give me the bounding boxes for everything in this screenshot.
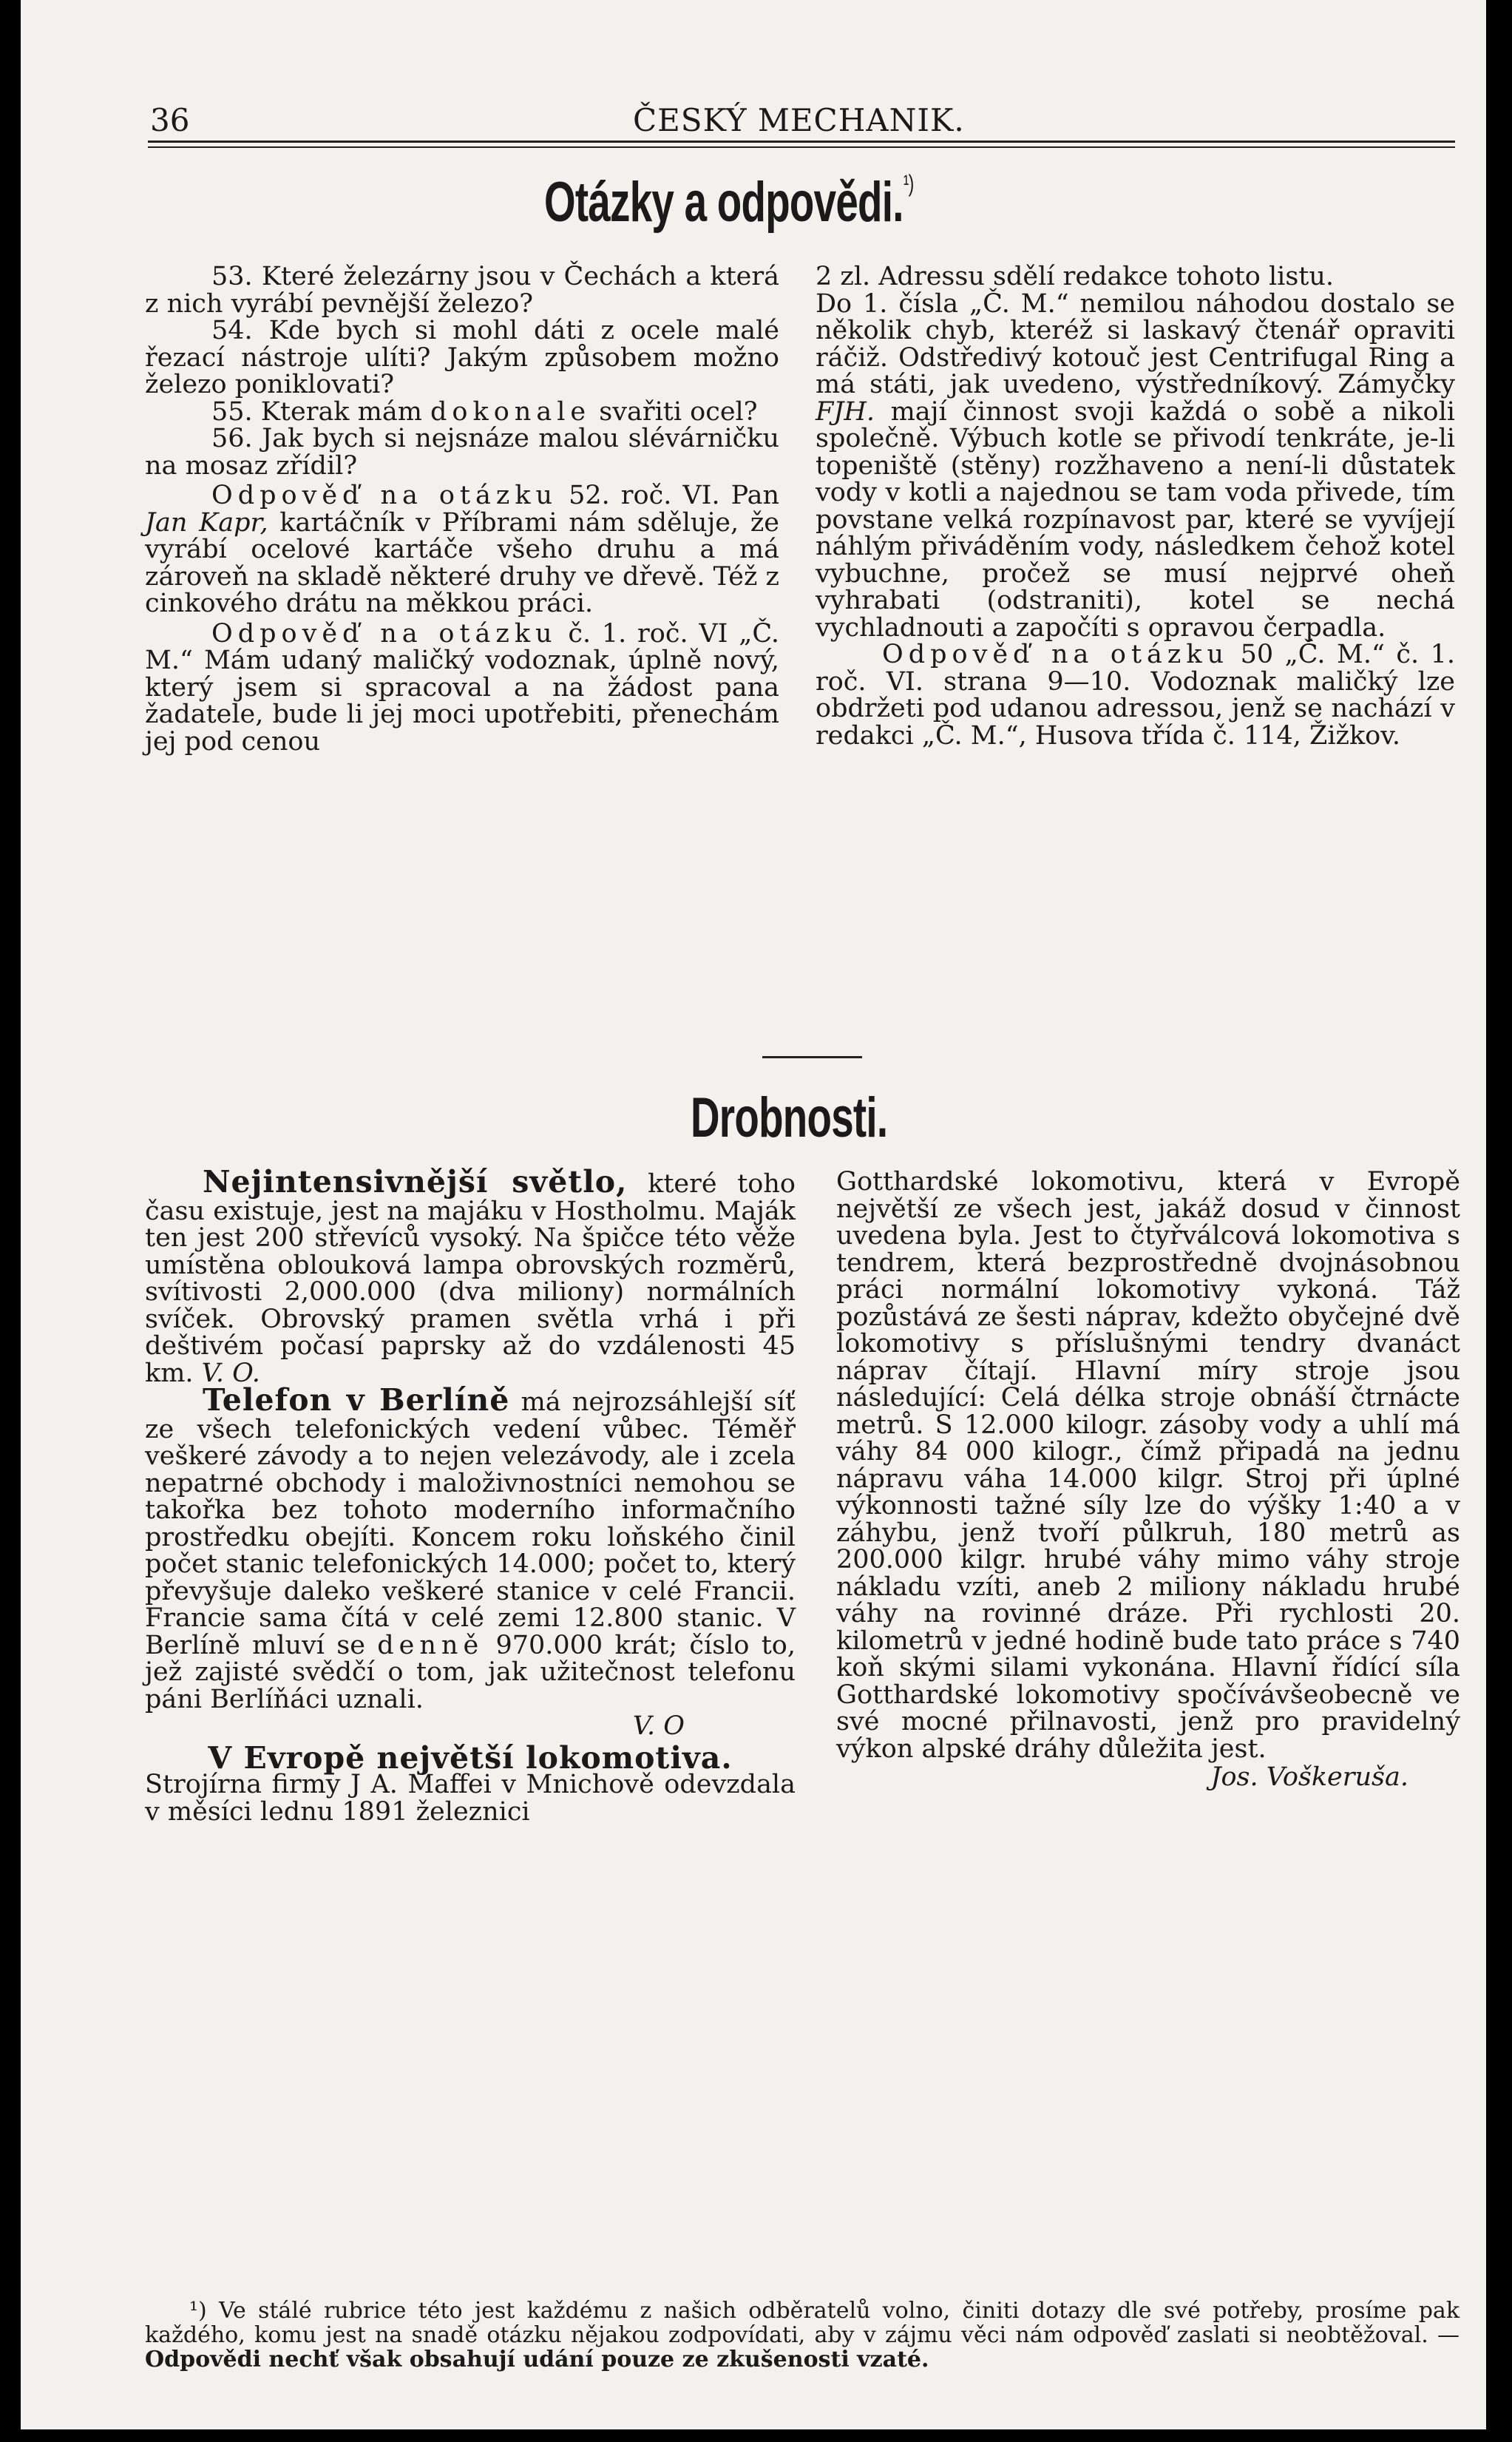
newspaper-page [21,0,1486,2429]
footnote-marker: ¹) [189,2298,207,2324]
header-rule [148,141,1455,143]
article-telephone: Telefon v Berlíně má nejrozsáhlejší síť ze všech telefonických vedení vůbec. Téměř veškeré závody a to nejen velezávody, ale i zcela nepatrné obchody i maloživnostníci nemohou se takořka bez tohoto moderního informačního prostředku obejíti. Koncem roku loňského činil počet stanic telefonických 14.000; počet to, který převyšuje daleko veškeré stanice v celé Francii. Francie sama čítá v celé zemi 12.800 stanic. V Berlíně mluví se denně 970.000 krát; číslo to, jež zajisté svědčí o tom, jak užitečnost telefonu páni Berlíňáci uznali. [145,1382,796,1714]
article-locomotive-continued: Gotthardské lokomotivu, která v Evropě největší ze všech jest, jakáž dosud v činnost uvedena byla. Jest to čtyřválcová lokomotiva s tendrem, která bezprostředně dvojnásobnou práci normální lokomotivy vykoná. Táž pozůstává ze šesti náprav, kdežto obyčejné dvě lokomotivy s příslušnými tendry dvanáct náprav čítají. Hlavní míry stroje jsou následující: Celá délka stroje obnáší čtrnácte metrů. S 12.000 kilogr. zásoby vody a uhlí má váhy 84 000 kilogr., čímž připadá na jednu nápravu váha 14.000 kilgr. Stroj při úplné výkonnosti tažné síly lze do výšky 1:40 a v záhybu, jenž tvoří půlkruh, 180 metrů as 200.000 kilgr. hrubé váhy mimo váhy stroje nákladu vzíti, aneb 2 miliony nákladu hrubé váhy na rovinné dráze. Při rychlosti 20. kilometrů v jedné hodině bude tato práce s 740 koň skými silami vykonána. Hlavní řídící síla Gotthardské lokomotivy spočívávšeobecně ve své mocné přilnavosti, jenž pro pravidelný výkon alpské dráhy důležita jest. [836,1167,1460,1764]
footnote: ¹) Ve stálé rubrice této jest každému z našich odběratelů volno, činiti dotazy dle své potřeby, prosíme pak každého, komu jest na snadě otázku nějakou zodpovídati, aby v zájmu věci nám odpověď zaslati si neobtěžoval. — Odpovědi nechť však obsahují udání pouze ze zkušenosti vzaté. [145,2298,1460,2372]
qa-section-title: Otázky a odpovědi.$^{^1)}$ [544,170,914,234]
header-rule-double [148,146,1455,148]
answer-1: Odpověď na otázku č. 1. roč. VI „Č. M.“ Mám udaný maličký vodoznak, úplně nový, který jsem si spracoval a na žádost pana žadatele, bude li jej moci upotřebiti, přenechám jej pod cenou [145,618,779,757]
article-telephone-heading: Telefon v Berlíně [203,1382,510,1418]
article-telephone-signature: V. O [632,1711,685,1741]
question-54: 54. Kde bych si mohl dáti z ocele malé řezací nástroje ulíti? Jakým způsobem možno železo poniklovati? [145,316,779,399]
qa-left-column [145,263,779,755]
drobnosti-right-column [836,1168,1460,1791]
page-number: 36 [150,102,190,138]
answer-52: Odpověď na otázku 52. roč. VI. Pan Jan Kapr, kartáčník v Příbrami nám sděluje, že vyrábí ocelové kartáče všeho druhu a má zároveň na skladě některé druhy ve dřevě. Též z cinkového drátu na měkkou práci. [145,481,779,618]
qa-right-column [816,263,1455,749]
question-53: 53. Které železárny jsou v Čechách a která z nich vyrábí pevnější železo? [145,262,779,319]
article-locomotive-heading: V Evropě největší lokomotiva. [208,1739,733,1776]
drobnosti-left-column [145,1164,796,1827]
section-divider [762,1056,862,1058]
answer-1-continued: 2 zl. Adressu sdělí redakce tohoto listu. [816,262,1335,291]
footnote-mark: ¹) [903,170,914,197]
article-locomotive-signature: Jos. Voškeruša. [1210,1762,1408,1792]
footnote-emphasis: Odpovědi nechť však obsahují udání pouze ze zkušenosti vzaté. [145,2347,929,2372]
journal-title: ČESKÝ MECHANIK. [633,102,965,138]
question-55: 55. Kterak mám dokonale svařiti ocel? [211,396,758,427]
drobnosti-title: Drobnosti. [691,1086,888,1149]
article-locomotive-start: Strojírna firmy J A. Maffei v Mnichově odevzdala v měsíci lednu 1891 železnici [145,1770,796,1827]
article-light: Nejintensivnější světlo, které toho času existuje, jest na majáku v Hostholmu. Maják ten jest 200 střevíců vysoký. Na špičce této věže umístěna oblouková lampa obrovských rozměrů, svítivosti 2,000.000 (dva miliony) normálních svíček. Obrovský pramen světla vrhá i při deštivém počasí paprsky až do vzdálenosti 45 km. V. O. [145,1164,796,1388]
errata-note: Do 1. čísla „Č. M.“ nemilou náhodou dostalo se několik chyb, kteréž si laskavý čtenář opraviti ráčiž. Odstředivý kotouč jest Centrifugal Ring a má státi, jak uvedeno, výstředníkový. Zámyčky FJH. mají činnost svoji každá o sobě a nikoli společně. Výbuch kotle se přivodí tenkráte, je-li topeniště (stěny) rozžhaveno a není-li důstatek vody v kotli a najednou se tam voda přivede, tím povstane velká rozpínavost par, které se vyvíjejí náhlým přiváděním vody, následkem čehož kotel vybuchne, pročež se musí nejprvé oheň vyhrabati (odstraniti), kotel se nechá vychladnouti a započíti s opravou čerpadla. [816,288,1455,643]
article-light-heading: Nejintensivnější světlo, [203,1164,628,1200]
article-light-signature: V. O. [201,1358,260,1388]
question-56: 56. Jak bych si nejsnáze malou slévárničku na mosaz zřídil? [145,424,779,481]
answer-50: Odpověď na otázku 50 „Č. M.“ č. 1. roč. VI. strana 9—10. Vodoznak maličký lze obdržeti pod udanou adressou, jenž se nachází v redakci „Č. M.“, Husova třída č. 114, Žižkov. [816,640,1455,751]
